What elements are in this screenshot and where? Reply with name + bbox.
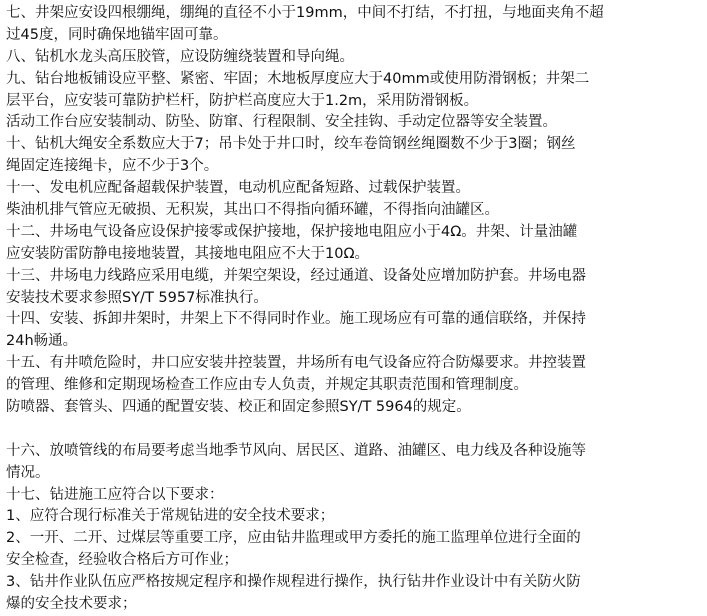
text-line: 防喷器、套管头、四通的配置安装、校正和固定参照SY/T 5964的规定。 [6, 399, 471, 416]
text-line: 十一、发电机应配备超载保护装置，电动机应配备短路、过载保护装置。 [6, 180, 470, 197]
text-line: 层平台，应安装可靠防护栏杆，防护栏高度应大于1.2m，采用防滑钢板。 [6, 92, 479, 109]
text-line: 九、钻台地板铺设应平整、紧密、牢固；木地板厚度应大于40mm或使用防滑钢板；井架二 [6, 70, 590, 87]
text-line: 爆的安全技术要求； [6, 596, 137, 613]
text-line: 柴油机排气管应无破损、无积炭，其出口不得指向循环罐，不得指向油罐区。 [6, 202, 499, 219]
text-line: 活动工作台应安装制动、防坠、防窜、行程限制、安全挂钩、手动定位器等安全装置。 [6, 114, 557, 131]
text-line: 1、应符合现行标准关于常规钻进的安全技术要求； [6, 508, 335, 525]
text-line: 情况。 [6, 464, 50, 481]
text-line: 的管理、维修和定期现场检查工作应由专人负责，并规定其职责范围和管理制度。 [6, 377, 528, 394]
text-line: 十、钻机大绳安全系数应大于7；吊卡处于井口时，绞车卷筒钢丝绳圈数不少于3圈；钢丝 [6, 136, 576, 153]
text-line: 过45度，同时确保地锚牢固可靠。 [6, 26, 228, 43]
text-line: 安装技术要求参照SY/T 5957标准执行。 [6, 289, 268, 306]
text-line: 八、钻机水龙头高压胶管，应设防缠绕装置和导向绳。 [6, 48, 354, 65]
text-line: 十二、井场电气设备应设保护接零或保护接地，保护接地电阻应小于4Ω。井架、计量油罐 [6, 223, 578, 240]
text-line: 十六、放喷管线的布局要考虑当地季节风向、居民区、道路、油罐区、电力线及各种设施等 [6, 442, 586, 459]
blank-line [6, 419, 704, 441]
text-line: 七、井架应安设四根绷绳，绷绳的直径不小于19mm，中间不打结，不打扭，与地面夹角不超 [6, 5, 604, 21]
text-line: 十四、安装、拆卸井架时，井架上下不得同时作业。施工现场应有可靠的通信联络，并保持 [6, 311, 586, 328]
text-line: 应安装防雷防静电接地装置，其接地电阻应不大于10Ω。 [6, 245, 370, 262]
text-line: 十三、井场电力线路应采用电缆，并架空架设，经过通道、设备处应增加防护套。井场电器 [6, 267, 586, 284]
text-line: 3、钻井作业队伍应严格按规定程序和操作规程进行操作，执行钻井作业设计中有关防火防 [6, 574, 581, 591]
document-body [6, 3, 704, 616]
text-line: 十七、钻进施工应符合以下要求： [6, 486, 224, 503]
text-line: 十五、有井喷危险时，井口应安装井控装置，井场所有电气设备应符合防爆要求。井控装置 [6, 355, 586, 372]
text-line: 24h畅通。 [6, 333, 78, 350]
text-line: 绳固定连接绳卡，应不少于3个。 [6, 158, 219, 175]
text-line: 安全检查，经验收合格后方可作业； [6, 552, 238, 569]
text-line: 2、一开、二开、过煤层等重要工序，应由钻井监理或甲方委托的施工监理单位进行全面的 [6, 530, 581, 547]
